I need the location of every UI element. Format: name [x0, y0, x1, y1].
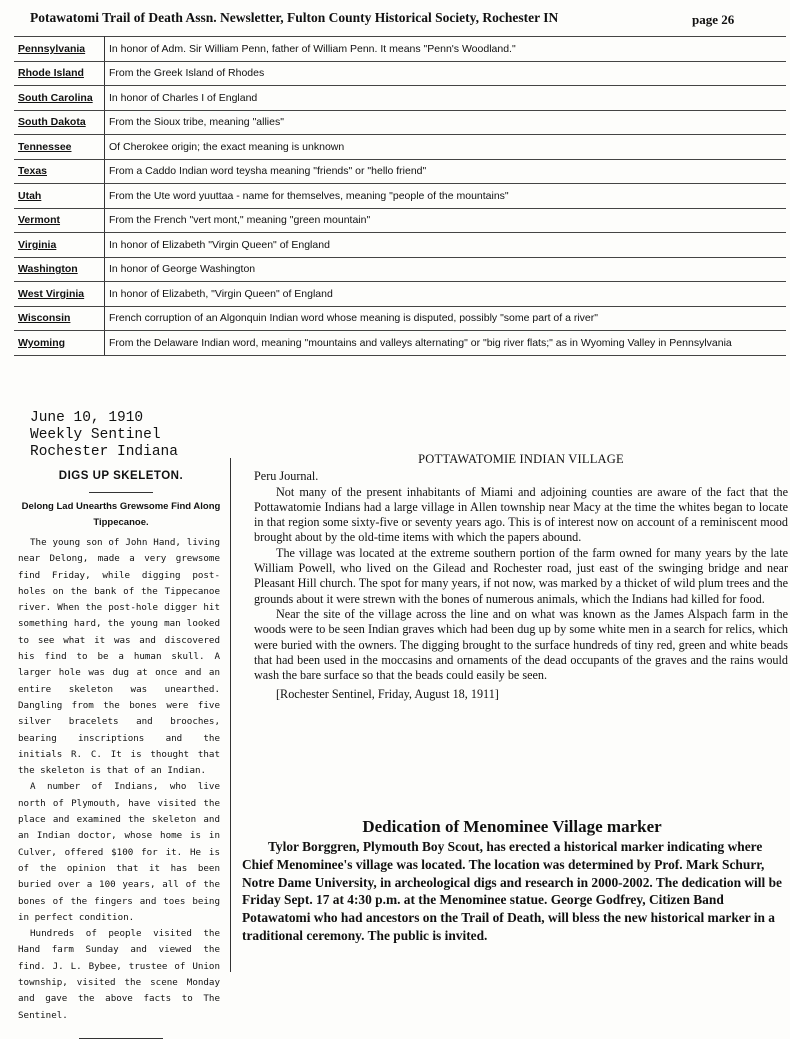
village-paragraph: Near the site of the village across the line and on what was known as the James Alspach farm in the woods were to be seen Indian graves which had been dug up by some white men in a search for relics, which were buried with the owners. The digging brought to the surface hundreds of tiny red, green and white beads that had been used in the moccasins and ornaments of the dead occupants of the graves and the rains would wash the bare surface so that the beads could easily be seen.	[254, 606, 788, 683]
state-name-cell: Washington	[14, 257, 105, 282]
dedication-notice	[242, 817, 782, 945]
village-paragraph: The village was located at the extreme southern portion of the farm owned for many years by the late William Powell, who lived on the Gilead and Rochester road, just east of the swinging bridge and near Pleasant Hill church. The spot for many years, if not now, was marked by a thicket of wild plum trees and the grounds about it were strewn with the bones of numerous animals, which the Indians had killed for food.	[254, 545, 788, 606]
table-row	[14, 37, 786, 62]
clipping-paragraph: A number of Indians, who live north of Plymouth, have visited the place and examined the skeleton and an Indian doctor, whose home is in Culver, offered $100 for it. He is of the opinion that it has been buried over a 100 years, all of the bones of the fingers and toes being in perfect condition.	[18, 781, 220, 923]
state-origin-cell: From the Sioux tribe, meaning "allies"	[105, 110, 787, 135]
state-origin-cell: From the French "vert mont," meaning "green mountain"	[105, 208, 787, 233]
newsletter-header-title: Potawatomi Trail of Death Assn. Newsletter, Fulton County Historical Society, Rochester IN	[30, 10, 559, 25]
state-name-cell: Wisconsin	[14, 306, 105, 331]
table-row	[14, 208, 786, 233]
dedication-body: Tylor Borggren, Plymouth Boy Scout, has erected a historical marker indicating where Chief Menominee's village was located. The location was determined by Prof. Mark Schurr, Notre Dame University, in archeological digs and research in 2000-2002. The dedication will be Friday Sept. 17 at 4:30 p.m. at the Menominee statue. George Godfrey, Citizen Band Potawatomi who had ancestors on the Trail of Death, will bless the new historical marker in a traditional ceremony. The public is invited.	[242, 839, 782, 943]
skeleton-clipping-column	[12, 458, 231, 1021]
state-name-cell: Virginia	[14, 233, 105, 258]
dedication-title: Dedication of Menominee Village marker	[362, 817, 662, 836]
state-name-cell: South Dakota	[14, 110, 105, 135]
state-name-cell: Rhode Island	[14, 61, 105, 86]
table-row	[14, 306, 786, 331]
state-origin-cell: In honor of Elizabeth "Virgin Queen" of England	[105, 233, 787, 258]
table-row	[14, 135, 786, 160]
clipping-subhead: Delong Lad Unearths Grewsome Find Along Tippecanoe.	[21, 501, 221, 528]
state-origin-cell: Of Cherokee origin; the exact meaning is unknown	[105, 135, 787, 160]
clipping-paragraph: The young son of John Hand, living near Delong, made a very grewsome find Friday, while digging post-holes on the bank of the Tippecanoe river. When the post-hole digger hit something hard, the young man looked to see what it was and discovered his find to be a human skull. A larger hole was dug at once and an entire skeleton was unearthed. Dangling from the bones were five silver bracelets and brooches, bearing inscriptions and the initials R. C. It is thought that the skeleton is that of an Indian.	[18, 537, 220, 777]
table-row	[14, 257, 786, 282]
clipping-date: June 10, 1910	[30, 410, 144, 426]
clipping-paragraph: Hundreds of people visited the Hand farm Sunday and viewed the find. J. L. Bybee, trustee of Union township, visited the scene Monday and gave the above facts to The Sentinel.	[18, 928, 220, 1021]
table-row	[14, 184, 786, 209]
headline-divider	[89, 492, 153, 493]
state-origin-cell: From the Greek Island of Rhodes	[105, 61, 787, 86]
village-article	[254, 452, 788, 703]
table-row	[14, 331, 786, 356]
page-number: page 26	[692, 12, 735, 27]
state-origin-cell: From the Ute word yuuttaa - name for themselves, meaning "people of the mountains"	[105, 184, 787, 209]
state-name-cell: Wyoming	[14, 331, 105, 356]
state-name-cell: South Carolina	[14, 86, 105, 111]
table-row	[14, 282, 786, 307]
table-row	[14, 233, 786, 258]
table-row	[14, 110, 786, 135]
state-name-origins-table	[14, 36, 786, 356]
village-article-source: Peru Journal.	[254, 469, 319, 484]
state-name-cell: Vermont	[14, 208, 105, 233]
village-paragraph: Not many of the present inhabitants of Miami and adjoining counties are aware of the fact that the Pottawatomie Indians had a large village in Allen township near Macy at the time the whites began to locate in that region some sixty-five or seventy years ago. This is of interest now on account of a reminiscent mood brought about by the old-time items with which the papers abound.	[254, 484, 788, 545]
state-origin-cell: From the Delaware Indian word, meaning "mountains and valleys alternating" or "big river flats;" as in Wyoming Valley in Pennsylvania	[105, 331, 787, 356]
table-row	[14, 61, 786, 86]
clipping-place: Rochester Indiana	[30, 444, 178, 460]
state-origin-cell: In honor of Adm. Sir William Penn, father of William Penn. It means "Penn's Woodland."	[105, 37, 787, 62]
village-citation: [Rochester Sentinel, Friday, August 18, 1911]	[276, 687, 499, 702]
state-name-cell: Pennsylvania	[14, 37, 105, 62]
clipping-paper-name: Weekly Sentinel	[30, 427, 161, 443]
state-origin-cell: In honor of George Washington	[105, 257, 787, 282]
state-origin-cell: In honor of Charles I of England	[105, 86, 787, 111]
clipping-dateline	[30, 410, 178, 461]
state-name-cell: Texas	[14, 159, 105, 184]
state-origin-cell: From a Caddo Indian word teysha meaning "friends" or "hello friend"	[105, 159, 787, 184]
village-article-title: POTTAWATOMIE INDIAN VILLAGE	[418, 452, 624, 466]
table-row	[14, 86, 786, 111]
state-name-cell: Utah	[14, 184, 105, 209]
clipping-headline: DIGS UP SKELETON.	[58, 470, 184, 482]
state-origin-cell: In honor of Elizabeth, "Virgin Queen" of England	[105, 282, 787, 307]
state-origin-cell: French corruption of an Algonquin Indian word whose meaning is disputed, possibly "some part of a river"	[105, 306, 787, 331]
state-name-cell: West Virginia	[14, 282, 105, 307]
state-name-cell: Tennessee	[14, 135, 105, 160]
table-row	[14, 159, 786, 184]
